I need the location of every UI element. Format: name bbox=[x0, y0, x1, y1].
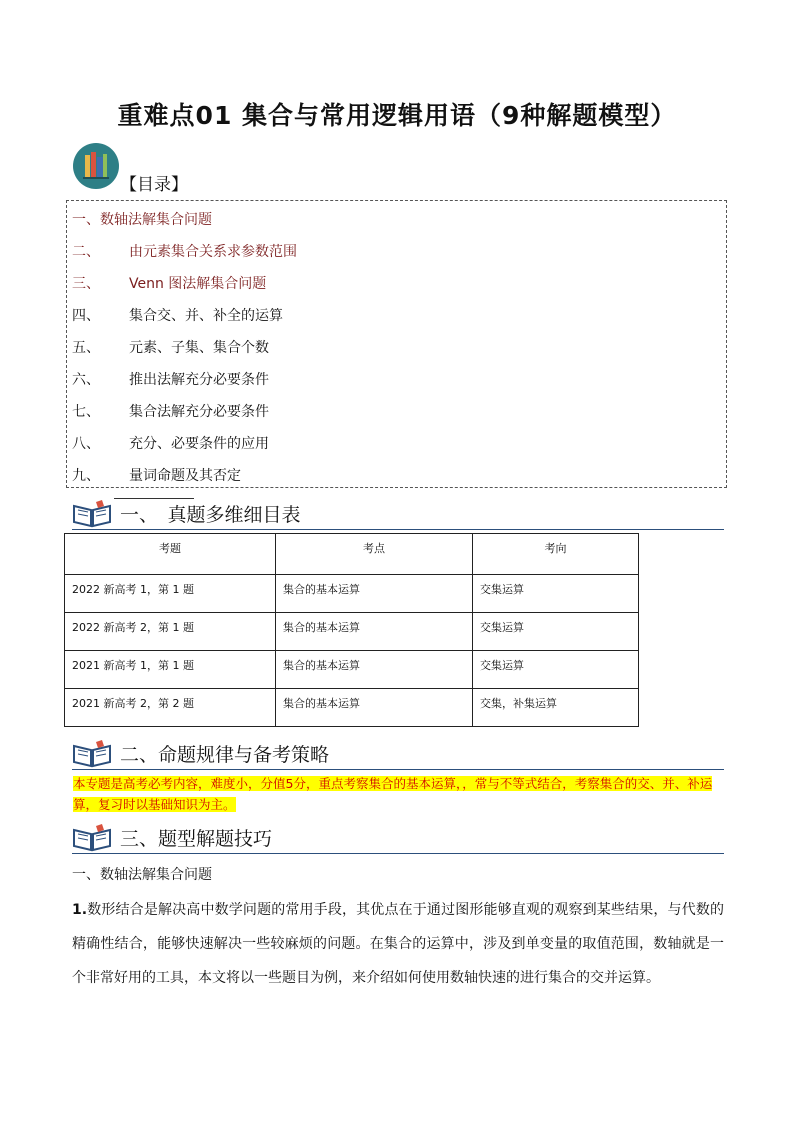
open-book-icon bbox=[72, 822, 112, 852]
toc-item[interactable]: 七、 集合法解充分必要条件 bbox=[72, 404, 269, 420]
table-of-contents bbox=[66, 200, 727, 488]
toc-item[interactable]: 六、 推出法解充分必要条件 bbox=[72, 372, 269, 388]
body-paragraph: 1.数形结合是解决高中数学问题的常用手段，其优点在于通过图形能够直观的观察到某些结果，与代数的精确性结合，能够快速解决一些较麻烦的问题。在集合的运算中，涉及到单变量的取值范围，数轴就是一个非常好用的工具，本文将以一些题目为例，来介绍如何使用数轴快速的进行集合的交并运算。 bbox=[72, 902, 724, 986]
section-heading: 一、 真题多维细目表 bbox=[72, 496, 724, 532]
toc-item[interactable]: 五、 元素、子集、集合个数 bbox=[72, 340, 269, 356]
table-row: 2022 新高考 2，第 1 题 集合的基本运算 交集运算 bbox=[65, 613, 639, 651]
strategy-highlight: 本专题是高考必考内容，难度小，分值5分，重点考察集合的基本运算，，常与不等式结合，考察集合的交、并、补运算，复习时以基础知识为主。 bbox=[73, 776, 713, 812]
section-heading: 三、题型解题技巧 bbox=[72, 820, 724, 856]
table-row: 2022 新高考 1，第 1 题 集合的基本运算 交集运算 bbox=[65, 575, 639, 613]
section-heading: 二、命题规律与备考策略 bbox=[72, 736, 724, 772]
toc-item[interactable]: 四、 集合交、并、补全的运算 bbox=[72, 308, 283, 324]
toc-item[interactable]: 八、 充分、必要条件的应用 bbox=[72, 436, 269, 452]
table-header-row: 考题 考点 考向 bbox=[65, 534, 639, 575]
toc-heading: 【目录】 bbox=[120, 175, 188, 195]
toc-item[interactable]: 一、数轴法解集合问题 bbox=[72, 212, 212, 228]
toc-item[interactable]: 三、 Venn 图法解集合问题 bbox=[72, 276, 267, 292]
page-title: 重难点01 集合与常用逻辑用语（9种解题模型） bbox=[117, 101, 677, 130]
table-row: 2021 新高考 1，第 1 题 集合的基本运算 交集运算 bbox=[65, 651, 639, 689]
open-book-icon bbox=[72, 498, 112, 528]
toc-item[interactable]: 二、 由元素集合关系求参数范围 bbox=[72, 244, 297, 260]
sub-heading: 一、数轴法解集合问题 bbox=[72, 867, 212, 883]
toc-item[interactable]: 九、 量词命题及其否定 bbox=[72, 468, 241, 484]
open-book-icon bbox=[72, 738, 112, 768]
exam-table bbox=[64, 533, 639, 727]
table-row: 2021 新高考 2，第 2 题 集合的基本运算 交集，补集运算 bbox=[65, 689, 639, 727]
books-logo-icon bbox=[73, 143, 119, 189]
